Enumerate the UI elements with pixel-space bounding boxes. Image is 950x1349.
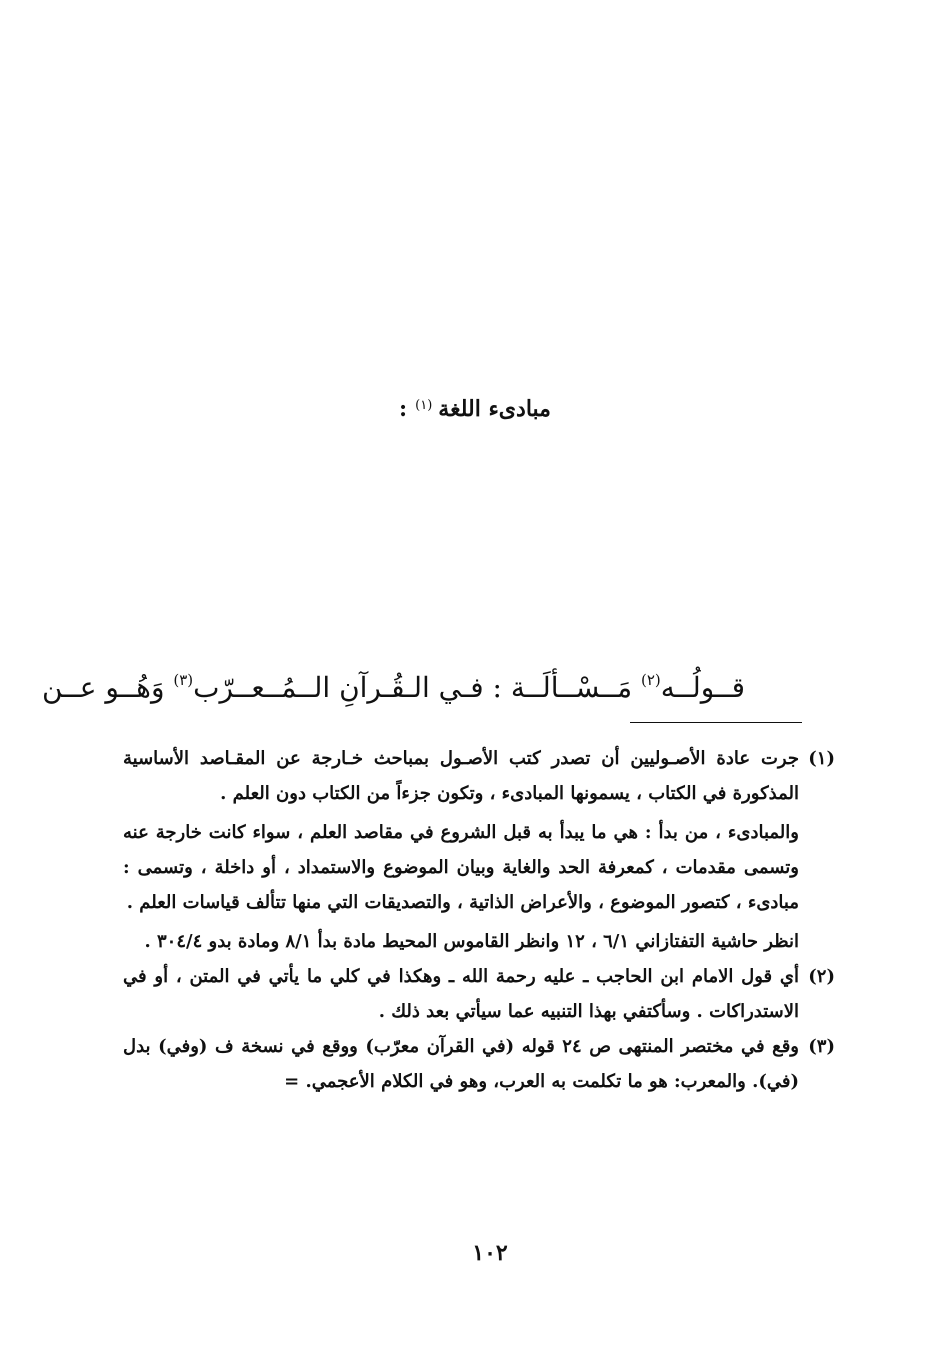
footnote-number: (٢) (808, 966, 835, 987)
main-text-segment-1: قــولُــه (660, 671, 745, 704)
footnote-1 (123, 741, 835, 959)
footnote-number: (٣) (808, 1036, 835, 1057)
main-text-segment-2: مَــسْــألَــة : فـي الـقُـرآنِ الــمُــعــرّب (193, 671, 641, 704)
footnote-number: (١) (808, 748, 835, 769)
footnote-paragraph: وقع في مختصر المنتهى ص ٢٤ قوله (في القرآن معرّب) ووقع في نسخة ف (وفي) بدل (في). والمعرب: هو ما تكلمت به العرب، وهو في الكلام الأعجمي. = (123, 1036, 799, 1092)
page-number: ١٠٢ (472, 1240, 508, 1266)
section-heading (0, 388, 950, 427)
main-text-line (41, 655, 745, 713)
footnote-ref-3: (٣) (173, 671, 194, 689)
footnote-2 (123, 959, 835, 1029)
footnote-separator (630, 722, 802, 723)
footnote-paragraph: انظر حاشية التفتازاني ٦/١ ، ١٢ وانظر القاموس المحيط مادة بدأ ٨/١ ومادة بدو ٣٠٤/٤ . (144, 931, 799, 952)
footnotes (123, 741, 835, 1099)
main-text-segment-3: وَهُــو عــن (41, 671, 174, 704)
section-heading-colon: : (399, 396, 408, 422)
footnote-paragraph: والمبادىء ، من بدأ : هي ما يبدأ به قبل الشروع في مقاصد العلم ، سواء كانت خارجة عنه وتسمى مقدمات ، كمعرفة الحد والغاية وبيان الموضوع والاستمداد ، أو داخلة ، وتسمى : مبادىء ، كتصور الموضوع ، والأعراض الذاتية ، والتصديقات التي منها تتألف قياسات العلم . (123, 822, 799, 913)
section-heading-text: مبادىء اللغة (438, 396, 551, 422)
footnote-3 (123, 1029, 835, 1099)
footnote-paragraph: جرت عادة الأصـوليين أن تصدر كتب الأصـول بمباحث خـارجة عن المقـاصد الأساسية المذكورة في الكتاب ، يسمونها المبادىء ، وتكون جزءاً من الكتاب دون العلم . (123, 748, 799, 804)
footnote-paragraph: أي قول الامام ابن الحاجب ـ عليه رحمة الله ـ وهكذا في كلي ما يأتي في المتن ، أو في الاستدراكات . وسأكتفي بهذا التنبيه عما سيأتي بعد ذلك . (123, 966, 799, 1022)
footnote-ref-2: (٢) (641, 671, 661, 689)
footnote-ref-1: (١) (415, 398, 433, 413)
